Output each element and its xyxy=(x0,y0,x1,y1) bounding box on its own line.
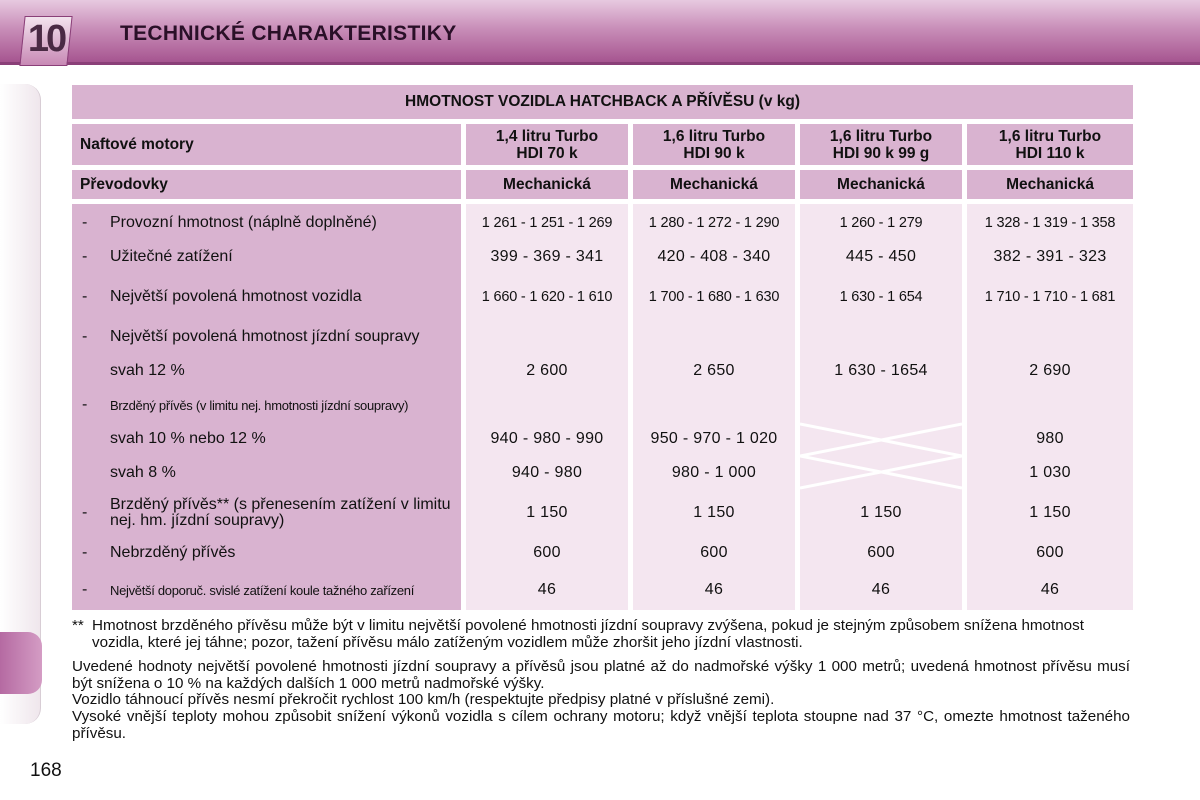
row-label xyxy=(72,354,461,388)
column-header xyxy=(967,124,1133,165)
value-cell: 600 xyxy=(1036,544,1064,561)
values-column xyxy=(633,204,795,610)
gearbox-value: Mechanická xyxy=(800,170,962,199)
gearbox-value: Mechanická xyxy=(967,170,1133,199)
value-cell: 950 - 970 - 1 020 xyxy=(650,430,778,447)
row-label xyxy=(72,570,461,610)
value-cell: 1 150 xyxy=(693,504,735,521)
value-cell xyxy=(466,388,628,422)
value-cell: 600 xyxy=(700,544,728,561)
value-cell xyxy=(633,388,795,422)
value-cell xyxy=(800,422,962,456)
row-label xyxy=(72,388,461,422)
value-cell: 46 xyxy=(1040,581,1060,598)
value-cell: 980 - 1 000 xyxy=(671,464,757,481)
value-cell: 382 - 391 - 323 xyxy=(993,248,1107,265)
table-title: HMOTNOST VOZIDLA HATCHBACK A PŘÍVĚSU (v kg) xyxy=(72,85,1133,119)
value-cell: 1 280 - 1 272 - 1 290 xyxy=(648,215,780,231)
row-label xyxy=(72,536,461,570)
value-cell: 2 600 xyxy=(526,362,568,379)
value-cell: 46 xyxy=(871,581,891,598)
value-cell: 600 xyxy=(533,544,561,561)
column-header-line2: HDI 90 k xyxy=(683,144,745,162)
column-header xyxy=(466,124,628,165)
value-cell: 1 261 - 1 251 - 1 269 xyxy=(481,215,613,231)
value-cell: 445 - 450 xyxy=(845,248,917,265)
dash-mark: - xyxy=(82,504,88,521)
row-label xyxy=(72,274,461,320)
gearbox-value: Mechanická xyxy=(466,170,628,199)
weights-table xyxy=(67,80,1138,615)
value-cell xyxy=(466,320,628,354)
value-cell xyxy=(967,388,1133,422)
column-header-line1: 1,6 litru Turbo xyxy=(998,127,1102,145)
value-cell: 1 710 - 1 710 - 1 681 xyxy=(984,289,1116,305)
row-label-text: Největší povolená hmotnost vozidla xyxy=(110,288,362,305)
value-cell: 1 630 - 1 654 xyxy=(839,289,923,305)
value-cell: 46 xyxy=(537,581,557,598)
value-cell: 1 328 - 1 319 - 1 358 xyxy=(984,215,1116,231)
footnote-mark: ** xyxy=(72,617,84,634)
row-label xyxy=(72,422,461,456)
value-cell: 940 - 980 - 990 xyxy=(490,430,604,447)
value-cell xyxy=(800,388,962,422)
row-label-text: svah 8 % xyxy=(110,464,176,481)
values-column xyxy=(800,204,962,610)
dash-mark: - xyxy=(82,248,88,265)
value-cell: 1 630 - 1654 xyxy=(834,362,928,379)
gearbox-label: Převodovky xyxy=(72,170,461,199)
page-title: TECHNICKÉ CHARAKTERISTIKY xyxy=(120,22,457,45)
dash-mark: - xyxy=(82,214,88,231)
column-header-line1: 1,4 litru Turbo xyxy=(495,127,599,145)
row-label-text: svah 10 % nebo 12 % xyxy=(110,430,266,447)
row-labels xyxy=(72,204,461,610)
value-cell: 46 xyxy=(704,581,724,598)
value-cell: 1 700 - 1 680 - 1 630 xyxy=(648,289,780,305)
engines-label: Naftové motory xyxy=(72,124,461,165)
value-cell: 980 xyxy=(1036,430,1064,447)
row-label-text: Brzděný přívěs (v limitu nej. hmotnosti jízdní soupravy) xyxy=(110,397,409,413)
column-header-line2: HDI 110 k xyxy=(1015,144,1085,162)
column-header-line1: 1,6 litru Turbo xyxy=(829,127,933,145)
row-label-text: Největší doporuč. svislé zatížení koule tažného zařízení xyxy=(110,582,415,598)
value-cell: 940 - 980 xyxy=(511,464,583,481)
dash-mark: - xyxy=(82,544,88,561)
row-label xyxy=(72,240,461,274)
value-cell: 1 150 xyxy=(860,504,902,521)
value-cell: 1 030 xyxy=(1029,464,1071,481)
row-label-text: Užitečné zatížení xyxy=(110,248,233,265)
value-cell: 1 660 - 1 620 - 1 610 xyxy=(481,289,613,305)
row-label-text: Nebrzděný přívěs xyxy=(110,544,236,561)
value-cell: 420 - 408 - 340 xyxy=(657,248,771,265)
dash-mark: - xyxy=(82,288,88,305)
dash-mark: - xyxy=(82,396,88,413)
column-header xyxy=(800,124,962,165)
values-column xyxy=(967,204,1133,610)
value-cell: 600 xyxy=(867,544,895,561)
side-rail xyxy=(0,84,41,724)
weights-table-container xyxy=(70,80,1130,615)
chapter-number: 10 xyxy=(27,18,65,60)
row-label xyxy=(72,490,461,536)
value-cell: 1 150 xyxy=(1029,504,1071,521)
row-label xyxy=(72,320,461,354)
column-header-line2: HDI 70 k xyxy=(516,144,578,162)
header-divider xyxy=(0,62,1200,65)
note-paragraph xyxy=(72,659,1130,742)
value-cell: 399 - 369 - 341 xyxy=(490,248,604,265)
note-speed: Vozidlo táhnoucí přívěs nesmí překročit rychlost 100 km/h (respektujte předpisy platné v příslušné zemi). xyxy=(72,691,775,709)
value-cell: 1 260 - 1 279 xyxy=(839,215,923,231)
side-tab-active[interactable] xyxy=(0,632,42,694)
footnote xyxy=(72,618,1130,651)
value-cell xyxy=(967,320,1133,354)
row-label-text: Největší povolená hmotnost jízdní soupravy xyxy=(110,328,420,345)
values-column xyxy=(466,204,628,610)
note-temperature: Vysoké vnější teploty mohou způsobit snížení výkonů vozidla s cílem ochrany motoru; když vnější teplota stoupne nad 37 °C, omezte hmotnost taženého přívěsu. xyxy=(72,707,1130,742)
notes-section xyxy=(72,618,1130,742)
value-cell: 2 650 xyxy=(693,362,735,379)
not-applicable-cross-icon xyxy=(800,422,962,490)
value-cell xyxy=(800,320,962,354)
row-label xyxy=(72,456,461,490)
page-number: 168 xyxy=(30,760,62,781)
footnote-text: Hmotnost brzděného přívěsu může být v limitu největší povolené hmotnosti jízdní soupravy zvýšena, pokud je stejným způsobem snížena hmotnost vozidla, které jej táhne; pozor, tažení přívěsu málo zatíženým vozidlem může zhoršit jeho jízdní vlastnosti. xyxy=(92,617,1084,651)
dash-mark: - xyxy=(82,328,88,345)
column-header-line2: HDI 90 k 99 g xyxy=(832,144,930,162)
row-label-text: Provozní hmotnost (náplně doplněné) xyxy=(110,214,377,231)
column-header-line1: 1,6 litru Turbo xyxy=(662,127,766,145)
row-label xyxy=(72,206,461,240)
note-altitude: Uvedené hodnoty největší povolené hmotnosti jízdní soupravy a přívěsů jsou platné až do nadmořské výšky 1 000 metrů; uvedená hmotnost přívěsu musí být snížena o 10 % na každých dalších 1 000 metrů nadmořské výšky. xyxy=(72,658,1130,692)
row-label-text: Brzděný přívěs** (s přenesením zatížení v limitu nej. hm. jízdní soupravy) xyxy=(110,496,451,529)
dash-mark: - xyxy=(82,581,88,598)
row-label-text: svah 12 % xyxy=(110,362,185,379)
value-cell: 2 690 xyxy=(1029,362,1071,379)
column-header xyxy=(633,124,795,165)
gearbox-value: Mechanická xyxy=(633,170,795,199)
value-cell: 1 150 xyxy=(526,504,568,521)
value-cell xyxy=(633,320,795,354)
